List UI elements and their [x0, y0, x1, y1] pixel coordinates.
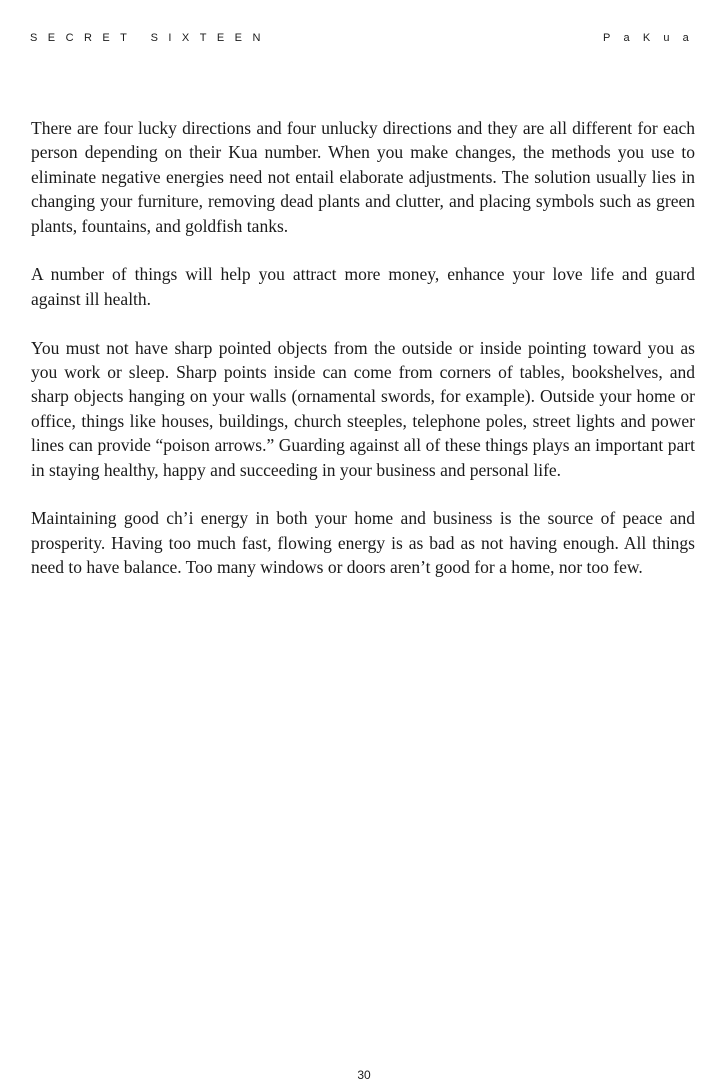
header-chapter-title: PaKua	[602, 32, 702, 44]
running-header	[30, 30, 702, 46]
paragraph-sharp-objects: You must not have sharp pointed objects from the outside or inside pointing toward you as you work or sleep. Sharp points inside can come from corners of tables, bookshelves, and sharp objects hanging on your walls (ornamental swords, for example). Outside your home or office, things like houses, buildings, church steeples, telephone poles, street lights and power lines can provide “poison arrows.” Guarding against all of these things plays an important part in staying healthy, happy and succeeding in your business and personal life.	[31, 337, 695, 480]
paragraph-directions: There are four lucky directions and four unlucky directions and they are all different for each person depending on their Kua number. When you make changes, the methods you use to eliminate negative energies need not entail elaborate adjustments. The solution usually lies in changing your furniture, removing dead plants and clutter, and placing symbols such as green plants, fountains, and goldfish tanks.	[31, 118, 695, 236]
header-book-title: SECRET SIXTEEN	[30, 32, 271, 44]
paragraph-attract-money: A number of things will help you attract more money, enhance your love life and guard against ill health.	[31, 264, 695, 309]
paragraph-chi-energy: Maintaining good ch’i energy in both your home and business is the source of peace and prosperity. Having too much fast, flowing energy is as bad as not having enough. All things need to have balance. Too many windows or doors aren’t good for a home, nor too few.	[31, 508, 695, 578]
page-number: 30	[357, 1068, 371, 1082]
body-text	[31, 116, 695, 604]
